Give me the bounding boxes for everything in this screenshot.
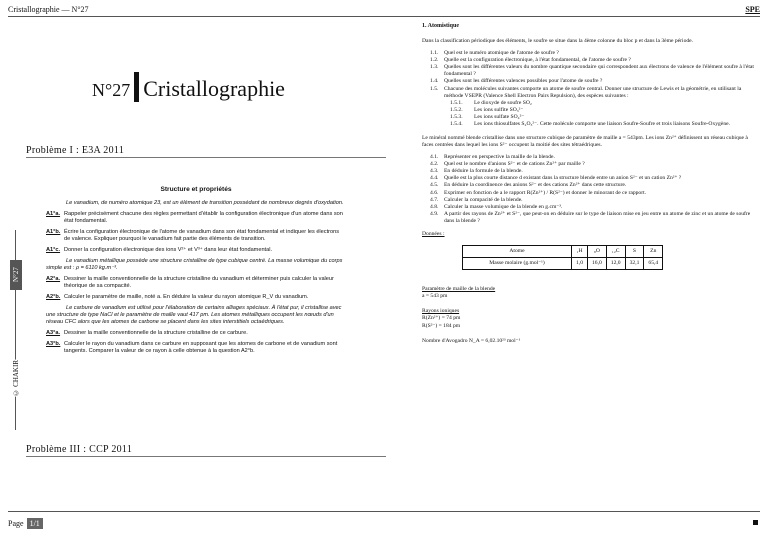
question-text: Calculer le rayon du vanadium dans ce carbure en supposant que les atomes de carbone et de vanadium sont tangents. Comparer la valeur de ce rayon à celle obtenue à la question A2°b. (64, 341, 338, 354)
title-text: Cristallographie (143, 76, 285, 101)
header-rule (8, 16, 760, 17)
table-cell: 12,0 (606, 257, 625, 269)
header-badge: SPE (745, 5, 760, 14)
footer-rule (8, 511, 760, 512)
radii-title: Rayons ioniques (422, 308, 460, 315)
list-item: 4.8. Calculer la masse volumique de la blende en g.cm⁻³. (430, 203, 563, 210)
list-item: 1.4. Quelles sont les différentes valences possibles pour l'atome de soufre ? (430, 78, 603, 85)
list-item: 4.4. Quelle est la plus courte distance d existant dans la structure blende entre un anion S²⁻ et un cation Zn²⁺ ? (430, 175, 682, 182)
problem-1-content (46, 186, 346, 359)
table-cell: 65,4 (644, 257, 663, 269)
question (46, 276, 346, 290)
question (46, 341, 346, 355)
question-text: Calculer le paramètre de maille, noté a. En déduire la valeur du rayon atomique R_V du vanadium. (64, 294, 309, 301)
question-text: Dessiner la maille conventionnelle de la structure cristalline de ce carbure. (64, 330, 248, 337)
list-item: 1.1. Quel est le numéro atomique de l'atome de soufre ? (430, 49, 559, 56)
list-item: 1.3. Quelles sont les différentes valeurs du nombre quantique secondaire qui correspondent aux électrons de valence de l'élément soufre à l'état fondamental ? (430, 64, 754, 78)
table-cell: Atome (463, 245, 572, 257)
title-number: N°27 (92, 80, 131, 100)
problem-1-heading: Problème I : E3A 2011 (26, 145, 125, 156)
paragraph: Le carbure de vanadium est utilisé pour l'élaboration de certains alliages spéciaux. À l'état pur, il cristallise avec une structure de type NaCl et le paramètre de maille vaut 417 pm. Les atomes métalliques occupent les nœuds d'un réseau CFC alors que les atomes de carbone se placent dans les sites interstitiels octaédriques. (46, 305, 342, 326)
table-header-row (463, 245, 663, 257)
intro-paragraph: Le vanadium, de numéro atomique 23, est un élément de transition possédant de nombreux degrés d'oxydation. (66, 200, 344, 207)
table-cell: 1,0 (572, 257, 588, 269)
list-item: 4.6. Exprimer en fonction de a le rapport R(Zn²⁺) / R(S²⁻) et donner le minorant de ce rapport. (430, 189, 647, 196)
right-column (422, 23, 760, 345)
table-cell: 16,0 (588, 257, 607, 269)
problem-1-rule (26, 157, 386, 158)
table-cell: Masse molaire (g.mol⁻¹) (463, 257, 572, 269)
header-title: Cristallographie — N°27 (8, 5, 89, 14)
question-list (430, 154, 760, 226)
table-cell: 32,1 (625, 257, 644, 269)
page-number: 1/1 (27, 518, 43, 529)
list-item: 1.5.3. Les ions sulfate SO₄²⁻ (450, 114, 525, 121)
question-text: Rappeler précisément chacune des règles permettant d'établir la configuration électronique d'un atome dans son état fondamental. (64, 211, 343, 225)
table-cell: ₁H (572, 245, 588, 257)
question-text: Écrire la configuration électronique de l'atome de vanadium dans son état fondamental et indiquer les électrons de valence. Expliquer pourquoi le vanadium fait partie des éléments de transition. (64, 229, 340, 243)
question-label: A1°a. (46, 211, 61, 218)
question-label: A1°c. (46, 247, 61, 254)
list-item: 4.7. Calculer la compacité de la blende. (430, 196, 523, 203)
section-title: Structure et propriétés (160, 186, 232, 193)
page-label: Page (8, 519, 24, 528)
question-label: A3°b. (46, 341, 61, 347)
data-heading: Données : (422, 231, 445, 238)
page-title (92, 72, 285, 102)
question (46, 247, 346, 254)
list-item: 1.5.2. Les ions sulfite SO₃²⁻ (450, 107, 524, 114)
problem-3-heading: Problème III : CCP 2011 (26, 444, 133, 455)
sidebar-author: © CHAKIR (12, 360, 20, 397)
blende-paragraph: Le minéral nommé blende cristallise dans une structure cubique de paramètre de maille a = 543pm. Les ions Zn²⁺ définissent un réseau cubique à faces centrées dans lequel les ions S²⁻ occupent la moitié des sites tétraédriques. (422, 134, 748, 148)
title-divider (134, 72, 139, 102)
paragraph: Le vanadium métallique possède une structure cristalline de type cubique centré. La masse volumique du corps simple est : ρ = 6110 kg.m⁻³. (46, 258, 343, 272)
question-text: Dessiner la maille conventionnelle de la structure cristalline du vanadium et déterminer puis calculer la valeur théorique de sa compacité. (64, 276, 334, 290)
table-cell: S (625, 245, 644, 257)
question-text: Donner la configuration électronique des ions V²⁺ et V³⁺ dans leur état fondamental. (64, 247, 273, 254)
list-item: 4.5. En déduire la coordinence des anions S²⁻ et des cations Zn²⁺ dans cette structure. (430, 182, 627, 189)
sidebar (10, 230, 22, 430)
list-item: 1.5.1. Le dioxyde de soufre SO₂ (450, 99, 532, 106)
radius-zn: R(Zn²⁺) = 74 pm (422, 315, 461, 322)
question-label: A1°b. (46, 229, 61, 236)
intro-paragraph: Dans la classification périodique des éléments, le soufre se situe dans la 4ème colonne du bloc p et dans la 3ème période. (422, 37, 694, 44)
question-label: A2°a. (46, 276, 61, 283)
question (46, 229, 346, 243)
table-cell: ₁₂C (606, 245, 625, 257)
molar-mass-table (462, 245, 663, 270)
section-heading: 1. Atomistique (422, 23, 460, 29)
question (46, 294, 346, 301)
param-value: a = 543 pm (422, 293, 448, 300)
radius-s: R(S²⁻) = 184 pm (422, 322, 461, 329)
list-item: 1.5. Chacune des molécules suivantes comporte un atome de soufre central. Donner une structure de Lewis et la géométrie, en utilisant la méthode VSEPR (Valence Shell Electron Pairs Repulsion), des espèces suivantes : (430, 85, 742, 99)
table-cell: Zn (644, 245, 663, 257)
table-row (463, 257, 663, 269)
question-label: A3°a. (46, 330, 61, 337)
problem-3-rule (26, 456, 386, 457)
list-item: 1.5.4. Les ions thiosulfates S₂O₃²⁻. Cette molécule comporte une liaison Soufre-Soufre et trois liaisons Soufre-Oxygène. (450, 121, 731, 128)
end-marker (753, 520, 758, 525)
avogadro-constant: Nombre d'Avogadro N_A = 6,02.10²³ mol⁻¹ (422, 337, 521, 344)
sidebar-number: N°27 (10, 260, 22, 290)
list-item: 4.9. A partir des rayons de Zn²⁺ et S²⁻, que peut-on en déduire sur le type de liaison mise en jeu entre un atome de zinc et un atome de soufre dans la blende ? (430, 211, 751, 225)
list-item: 4.2. Quel est le nombre d'anions S²⁻ et de cations Zn²⁺ par maille ? (430, 161, 585, 168)
list-item: 4.3. En déduire la formule de la blende. (430, 168, 523, 175)
question (46, 211, 346, 225)
table-cell: ₈O (588, 245, 607, 257)
sub-list (450, 100, 760, 129)
list-item: 4.1. Représenter en perspective la maille de la blende. (430, 153, 555, 160)
question (46, 330, 346, 337)
footer (8, 518, 43, 529)
list-item: 1.2. Quelle est la configuration électronique, à l'état fondamental, de l'atome de soufre ? (430, 56, 631, 63)
question-label: A2°b. (46, 294, 61, 301)
question-list (430, 50, 760, 129)
param-title: Paramètre de maille de la blende (422, 285, 496, 292)
